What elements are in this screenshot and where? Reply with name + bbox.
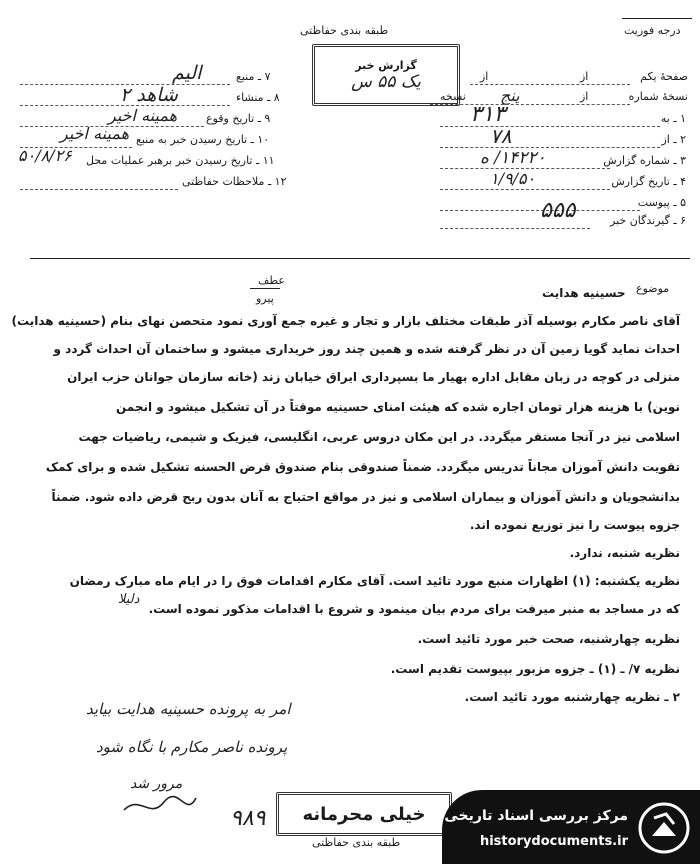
field-received-ops-label: ۱۱ ـ تاریخ رسیدن خبر برهبر عملیات محل	[86, 154, 275, 167]
watermark-title: مرکز بررسی اسناد تاریخی	[444, 808, 628, 824]
body-line-4: نوین) با هزینه هزار تومان اجاره شده که هیئت امنای حسینیه موقتاً در آن تشکیل میشود و انجمن	[116, 400, 680, 414]
watermark-url: historydocuments.ir	[479, 834, 628, 849]
priority-box-line	[622, 18, 692, 19]
classification-top: طبقه بندی حفاظتی	[300, 24, 389, 37]
subject-label: موضوع	[636, 282, 670, 295]
body-line-2: احداث نماید گویا زمین آن در نظر گرفته شده و همین چند روز خریداری میشود و ساختمان آن احداث گردد و	[53, 342, 680, 356]
book-icon	[638, 802, 690, 854]
body-line-6: تقویت دانش آموزان مجاناً تدریس میگردد. ضمناً صندوقی بنام صندوق قرض الحسنه تشکیل شده و برای کمک	[45, 460, 680, 474]
report-stamp	[312, 44, 460, 106]
stamp-title: گزارش خبر	[355, 58, 417, 72]
opinion-sunday-cont: که در مساجد به منبر میرفت برای مردم بیان مینمود و شروع با اقدامات مذکور نموده است.	[148, 602, 680, 616]
field-copy-end: نسخه	[440, 90, 466, 103]
field-attachment-label: ۵ ـ پیوست	[637, 196, 686, 209]
field-event-date-value: همینه اخیر	[108, 106, 177, 125]
field-page-label: صفحهٔ یکم	[640, 70, 688, 83]
field-report-date-label: ۴ ـ تاریخ گزارش	[611, 175, 686, 188]
field-security-notes-label: ۱۲ ـ ملاحظات حفاظتی	[182, 175, 287, 188]
field-report-number-value: ۱۴۲۲۰/ ه	[480, 148, 546, 168]
field-received-source-value: همینه اخیر	[60, 124, 129, 143]
peiro-label: پیرو	[256, 292, 274, 305]
classification-stamp-text: خیلی محرمانه	[302, 803, 426, 825]
field-page-mid: از	[580, 70, 589, 83]
signature-scribble	[120, 790, 200, 824]
field-event-date-label: ۹ ـ تاریخ وقوع	[206, 112, 271, 125]
field-origin-value: شاهد ۲	[120, 84, 178, 106]
body-line-8: جزوه پیوست را نیز توزیع نموده اند.	[469, 518, 680, 532]
field-received-source-label: ۱۰ ـ تاریخ رسیدن خبر به منبع	[136, 133, 270, 146]
opinion-seven: نظریه ۷/ ـ (۱) ـ جزوه مزبور بپیوست تقدیم است.	[390, 662, 680, 676]
margin-note: دلیلا	[118, 592, 140, 607]
field-page-end: از	[480, 70, 489, 83]
priority-label: درجه فوریت	[624, 24, 681, 37]
body-line-7: بدانشجویان و دانش آموزان و بیماران اسلامی و نیز در مواقع احتیاج به آنان بدون ربح قرض داده شود. ضمناً	[51, 490, 680, 504]
field-received-ops-value: ۵۰/۸/۲۶	[18, 146, 72, 165]
body-line-3: منزلی در کوچه در زبان مقابل اداره بهیار ما بسپرداری ایراق خیابان زند (خانه سازمان جوانان حزب ایران	[67, 370, 680, 384]
opinion-saturday: نظریه شنبه، ندارد.	[569, 546, 680, 560]
opinion-wednesday-2: ۲ ـ نظریه چهارشنبه مورد تائید است.	[464, 690, 680, 704]
field-copy-mid: از	[580, 90, 589, 103]
field-to-label: ۱ ـ به	[660, 112, 686, 125]
classification-stamp	[276, 792, 452, 836]
stamp-handwriting: یک ۵۵ س	[351, 71, 421, 92]
atf-label: عطف	[258, 274, 285, 287]
field-recipients-label: ۶ ـ گیرندگان خبر	[610, 214, 686, 227]
field-source-label: ۷ ـ منبع	[236, 70, 271, 83]
subject-value: حسینیه هدایت	[542, 286, 626, 300]
watermark-logo	[442, 790, 700, 864]
archive-number: ۹۸۹	[230, 806, 266, 831]
header-divider	[30, 258, 690, 259]
atf-peiro-divider	[250, 288, 280, 289]
field-report-number-label: ۳ ـ شماره گزارش	[603, 154, 686, 167]
body-line-1: آقای ناصر مکارم بوسیله آذر طبقات مختلف بازار و تجار و غیره جمع آوری نمود متحصن نهای بنام (حسینیه هدایت)	[11, 314, 680, 328]
handwritten-note-1: امر به پرونده حسینیه هدایت بیاید	[86, 700, 291, 718]
opinion-sunday: نظریه یکشنبه: (۱) اظهارات منبع مورد تائید است. آقای مکارم اقدامات فوق را در ایام ماه مبارک رمضان	[69, 574, 680, 588]
field-to-value: ۳۱۳	[470, 102, 506, 127]
body-line-5: اسلامی نیز در آنجا مستقر میگردد. در این مکان دروس عربی، انگلیسی، فیزیک و شیمی، ریاضیات جهت	[78, 430, 680, 444]
field-report-date-value: ۱/۹/۵۰	[490, 169, 536, 188]
field-origin-label: ۸ ـ منشاء	[236, 91, 280, 104]
field-copy-label: نسخهٔ شماره	[628, 90, 688, 103]
field-from-label: ۲ ـ از	[661, 133, 686, 146]
classification-bottom: طبقه بندی حفاظتی	[312, 836, 401, 849]
field-source-value: اليم	[172, 62, 202, 84]
field-recipients-value: ۵۵۵	[540, 198, 576, 223]
field-copy-value: پنج	[500, 86, 520, 105]
handwritten-note-2: پرونده ناصر مکارم با نگاه شود	[96, 738, 288, 756]
field-from-value: ۷۸	[490, 124, 512, 148]
opinion-wednesday: نظریه چهارشنبه، صحت خبر مورد تائید است.	[417, 632, 680, 646]
handwritten-note-3: مرور شد	[130, 776, 183, 792]
